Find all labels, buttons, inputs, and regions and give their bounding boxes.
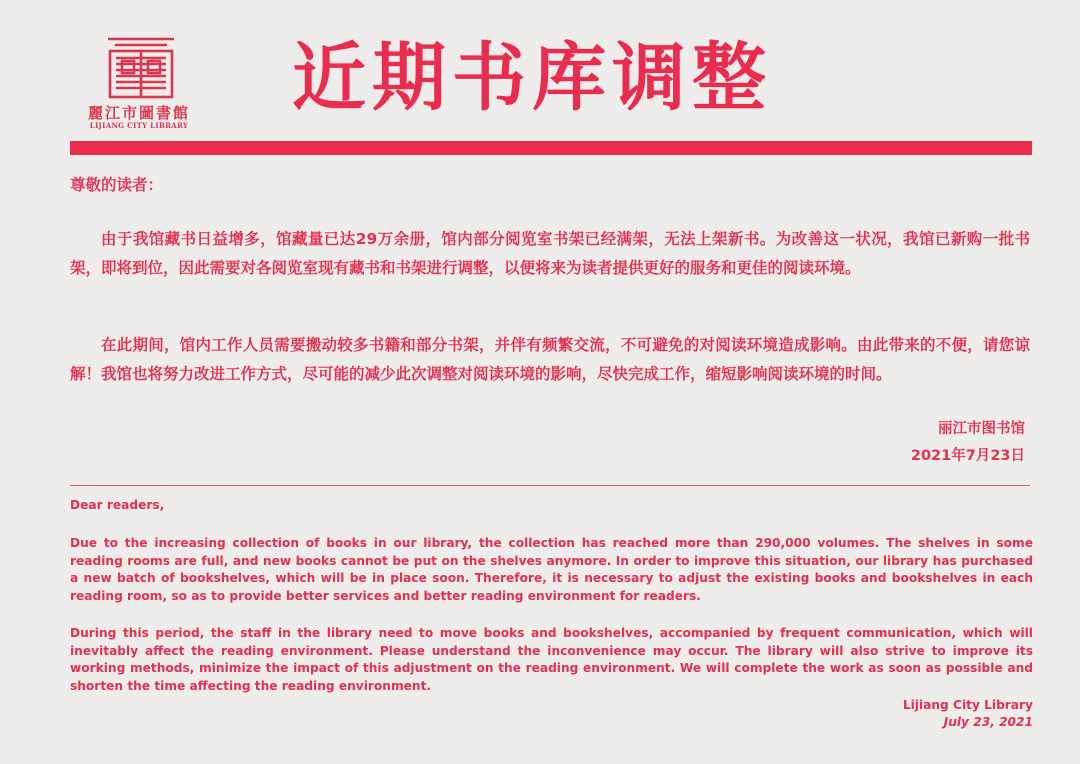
header-divider-bar xyxy=(70,141,1032,155)
chinese-signature: 丽江市图书馆 xyxy=(938,421,1025,437)
section-divider xyxy=(70,485,1030,486)
chinese-date: 2021年7月23日 xyxy=(910,448,1025,464)
chinese-paragraph-2: 在此期间，馆内工作人员需要搬动较多书籍和部分书架，并伴有频繁交流，不可避免的对阅读环境造成影响。由此带来的不便，请您谅解！我馆也将努力改进工作方式，尽可能的减少此次调整对阅读环境的影响，尽快完成工作，缩短影响阅读环境的时间。 xyxy=(70,336,1030,383)
logo-name-text: 麗江市圖書館 xyxy=(87,104,190,122)
english-paragraph-1: Due to the increasing collection of books in our library, the collection has reached more than 290,000 volumes. The shelves in some reading rooms are full, and new books cannot be put on the shelves anymore. In order to improve this situation, our library has purchased a new batch of bookshelves, which will be in place soon. Therefore, it is necessary to adjust the existing books and bookshelves in each reading room, so as to provide better services and better reading environment for readers. xyxy=(70,536,1033,603)
logo-english-text: LIJIANG CITY LIBRARY xyxy=(89,121,189,130)
chinese-greeting: 尊敬的读者： xyxy=(70,176,164,194)
chinese-paragraph-1: 由于我馆藏书日益增多，馆藏量已达29万余册，馆内部分阅览室书架已经满架，无法上架新书。为改善这一状况，我馆已新购一批书架，即将到位，因此需要对各阅览室现有藏书和书架进行调整，以便将来为读者提供更好的服务和更佳的阅读环境。 xyxy=(70,230,1030,277)
english-signature: Lijiang City Library xyxy=(902,698,1033,712)
page-title: 近期书库调整 xyxy=(292,35,772,121)
english-date: July 23, 2021 xyxy=(943,715,1033,729)
english-greeting: Dear readers, xyxy=(70,498,165,512)
english-paragraph-2: During this period, the staff in the library need to move books and bookshelves, accompanied by frequent communication, which will inevitably affect the reading environment. Please understand the inconvenience may occur. The library will also strive to improve its working methods, minimize the impact of this adjustment on the reading environment. We will complete the work as soon as possible and shorten the time affecting the reading environment. xyxy=(70,626,1033,693)
